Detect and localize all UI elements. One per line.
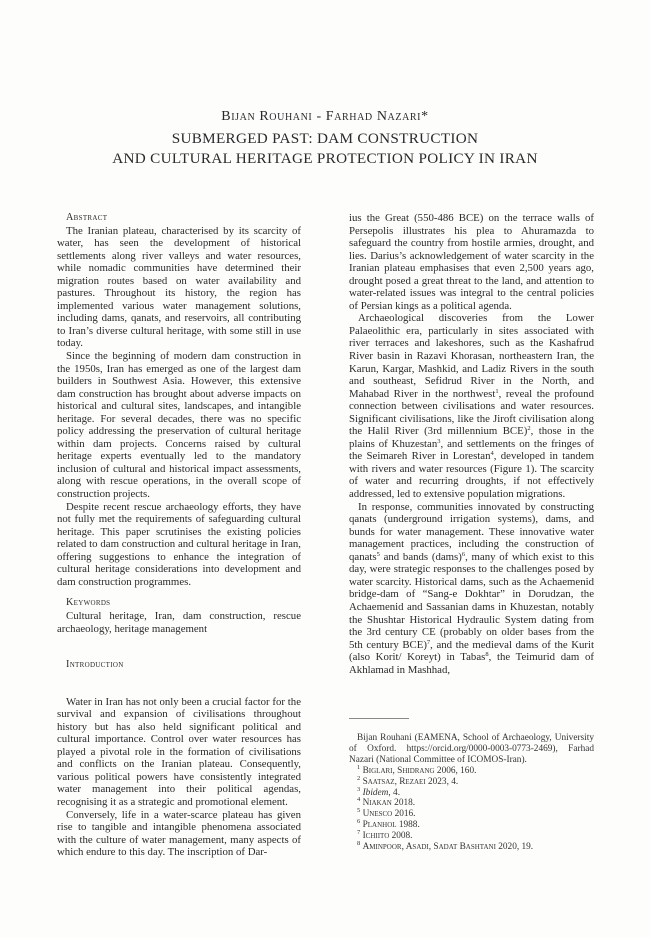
intro-paragraph-2-start: Conversely, life in a water-scarce plateau has given rise to tangible and intangible phenomena associated with the culture of water management, many aspects of which endure to this day. The inscription of Dar-: [57, 808, 301, 859]
footnote-source: Unesco: [362, 809, 393, 820]
footnote-divider: [349, 718, 409, 719]
abstract-paragraph: The Iranian plateau, characterised by its scarcity of water, has seen the development of historical settlements along river valleys and water resources, while nomadic communities have determined their migration routes based on water availability and pastures. Throughout its history, the region has implemented various water management solutions, including dams, qanats, and reservoirs, all contributing to Iran’s diverse cultural heritage, with some still in use today.: [57, 224, 301, 350]
footnote-item: $^7$ Ichiito 2008.: [357, 829, 413, 842]
abstract-heading: Abstract: [66, 212, 108, 223]
keywords-heading: Keywords: [66, 597, 111, 609]
paper-title-line-2: AND CULTURAL HERITAGE PROTECTION POLICY IN IRAN: [112, 150, 538, 167]
footnote-source: Saatsaz, Rezaei: [362, 776, 426, 787]
footnote-item: $^2$ Saatsaz, Rezaei 2023, 4.: [357, 774, 459, 787]
author-affiliation-note: Bijan Rouhani (EAMENA, School of Archaeology, University of Oxford. https://orcid.org/0000-0003-0773-2469), Farhad Nazari (National Committee of ICOMOS-Iran).: [349, 733, 594, 765]
footnote-ref[interactable]: 3: [437, 437, 441, 445]
footnote-number: 1: [357, 763, 361, 771]
authors-line: Bijan Rouhani - Farhad Nazari*: [221, 109, 429, 124]
footnote-ibidem: Ibidem: [362, 787, 389, 798]
abstract-paragraph: Despite recent rescue archaeology efforts, they have not fully met the requirements of safeguarding cultural heritage. This paper scrutinises the existing policies related to dam construction and cultural heritage in Iran, offering suggestions to enhance the integration of cultural heritage considerations into development and dam construction programmes.: [57, 500, 301, 588]
footnote-ref[interactable]: 6: [461, 550, 466, 558]
footnote-source: Niakan: [362, 798, 392, 809]
right-column: [349, 212, 594, 676]
footnote-ref[interactable]: 8: [485, 651, 489, 659]
footnote-item: $^5$ Unesco 2016.: [357, 807, 416, 820]
footnote-number: 8: [357, 840, 361, 848]
footnote-number: 6: [357, 818, 361, 826]
footnote-ref[interactable]: 5: [376, 550, 380, 558]
footnote-ref[interactable]: 2: [527, 425, 531, 433]
footnote-item: $^6$ Planhol 1988.: [357, 818, 420, 831]
footnote-number: 3: [357, 785, 361, 793]
footnote-number: 2: [357, 774, 361, 782]
footnote-list: [349, 763, 594, 853]
footnote-source: Biglari, Shidrang: [362, 765, 435, 776]
intro-paragraph-4: In response, communities innovated by constructing qanats (underground irrigation systems), dams, and bunds for water management. These innovative water management practices, including the construction of qanats$^5$ and bands (dams)$^6$, many of which exist to this day, were strategic responses to the challenges posed by water scarcity. Historical dams, such as the Achaemenid bridge-dam of “Sang-e Dokhtar” in Dorudzan, the Achaemenid and Sassanian dams in Khuzestan, notably the Shushtar Historical Hydraulic System dating from the 3rd century CE (probably on older bases from the 5th century BCE)$^7$, and the medieval dams of the Kurit (also Korit/ Koreyt) in Tabas$^8$, the Teimurid dam of Akhlamad in Mashhad,: [349, 500, 595, 676]
footnotes: [349, 718, 594, 853]
footnote-ref[interactable]: 1: [495, 387, 499, 395]
paper-title-line-1: SUBMERGED PAST: DAM CONSTRUCTION: [171, 130, 479, 147]
footnote-number: 7: [357, 829, 361, 837]
left-column: [57, 212, 301, 859]
footnote-item: $^8$ Aminpoor, Asadi, Sadat Bashtani 2020, 19.: [357, 840, 534, 853]
footnote-source: Aminpoor, Asadi, Sadat Bashtani: [362, 842, 496, 853]
footnote-item: $^4$ Niakan 2018.: [357, 796, 416, 809]
footnote-item: $^3$ Ibidem, 4.: [357, 785, 401, 798]
footnote-number: 4: [357, 796, 361, 804]
abstract-paragraph: Since the beginning of modern dam construction in the 1950s, Iran has emerged as one of the largest dam builders in Southwest Asia. However, this extensive dam construction has brought about adverse impacts on historical and cultural sites, landscapes, and intangible heritage. For several decades, there was no specific policy addressing the preservation of cultural heritage within dam projects. Concerns raised by cultural heritage experts eventually led to the mandatory inclusion of cultural and historical impact assessments, along with rescue operations, in the overall scope of construction projects.: [57, 350, 301, 501]
footnote-source: Planhol: [362, 820, 397, 831]
intro-paragraph-3: Archaeological discoveries from the Lower Palaeolithic era, particularly in sites associated with river terraces and lakeshores, such as the Kashafrud River basin in Razavi Khorasan, northeastern Iran, the Karun, Kargar, Mashkid, and Ladiz Rivers in the south and southeast, Sefidrud River in the North, and Mahabad River in the northwest$^1$, reveal the profound connection between civilisations and water resources. Significant civilisations, like the Jiroft civilisation along the Halil River (3rd millennium BCE)$^2$, those in the plains of Khuzestan$^3$, and settlements on the fringes of the Seimareh River in Lorestan$^4$, developed in tandem with rivers and water resources (Figure 1). The scarcity of water and recurring droughts, if not effectively addressed, led to extensive population migrations.: [349, 312, 594, 501]
introduction-heading: Introduction: [66, 659, 124, 671]
footnote-ref[interactable]: 7: [426, 638, 431, 646]
footnote-source: Ichiito: [362, 831, 390, 842]
footnote-item: $^1$ Biglari, Shidrang 2006, 160.: [357, 763, 477, 776]
intro-paragraph: Water in Iran has not only been a crucial factor for the survival and expansion of civilisations throughout history but has also held significant political and cultural importance. Control over water resources has played a pivotal role in the formation of civilisations and conflicts on the Iranian plateau. Consequently, various political powers have consistently integrated water management into their political agendas, recognising it as a strategic and promotional element.: [57, 695, 301, 808]
footnote-number: 5: [357, 807, 361, 815]
intro-paragraph-2-continued: ius the Great (550-486 BCE) on the terrace walls of Persepolis illustrates his plea to Ahuramazda to safeguard the country from hostile armies, drought, and lies. Darius’s acknowledgement of water scarcity in the Iranian plateau emphasises that even 2,500 years ago, drought posed a great threat to the land, and attention to water-related issues was integral to the central policies of Persian kings as a political agenda.: [349, 212, 594, 312]
keywords-text: Cultural heritage, Iran, dam construction, rescue archaeology, heritage management: [57, 609, 301, 635]
footnote-ref[interactable]: 4: [490, 450, 494, 458]
